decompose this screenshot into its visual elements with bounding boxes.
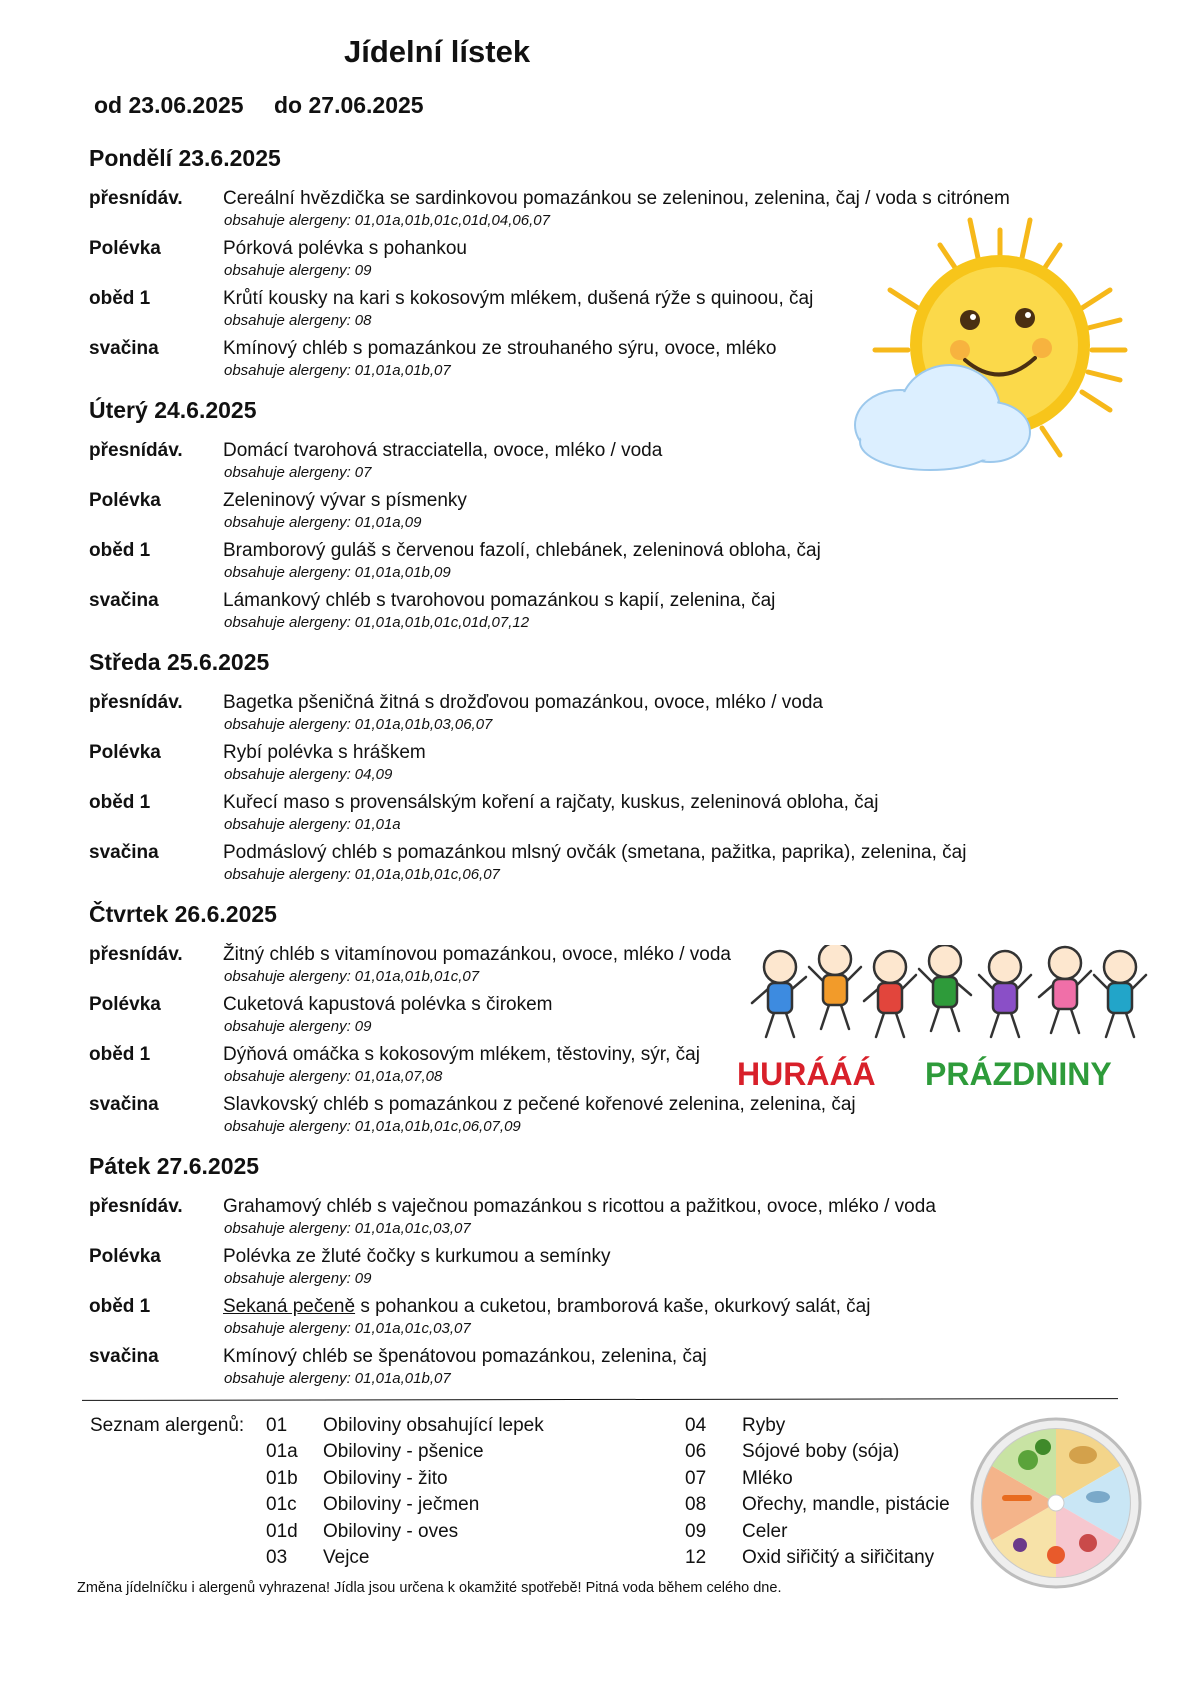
allergen-code: 08	[685, 1494, 707, 1516]
allergen-prefix: obsahuje alergeny:	[224, 362, 351, 379]
allergen-codes: 01,01a,01b,01c,07	[354, 968, 480, 985]
meal-description: Krůtí kousky na kari s kokosovým mlékem, dušená rýže s quinoou, čaj	[223, 288, 814, 309]
meal-allergens	[224, 1018, 371, 1035]
meal-allergens	[224, 1068, 442, 1085]
meal-label: přesnídáv.	[89, 692, 183, 713]
meal-label: Polévka	[89, 490, 161, 511]
meal-description: Grahamový chléb s vaječnou pomazánkou s ricottou a pažitkou, ovoce, mléko / voda	[223, 1196, 936, 1217]
meal-label: přesnídáv.	[89, 1196, 183, 1217]
allergen-name: Sójové boby (sója)	[742, 1441, 900, 1463]
meal-description-rest: s pohankou a cuketou, bramborová kaše, okurkový salát, čaj	[355, 1296, 871, 1317]
allergen-code: 01	[266, 1415, 288, 1436]
allergen-codes: 01,01a,01b,01c,06,07,09	[354, 1118, 521, 1135]
meal-label: oběd 1	[89, 540, 151, 561]
day-heading: Pondělí 23.6.2025	[89, 145, 281, 171]
allergen-name: Obiloviny obsahující lepek	[323, 1415, 544, 1436]
meal-allergens	[224, 212, 550, 229]
allergen-codes: 01,01a,01b,09	[354, 564, 451, 581]
allergen-codes: 01,01a,01c,03,07	[354, 1220, 471, 1237]
meal-label: svačina	[89, 590, 159, 611]
allergen-codes: 09	[354, 1018, 372, 1035]
meal-label: přesnídáv.	[89, 440, 183, 461]
allergen-name: Vejce	[323, 1547, 370, 1568]
meal-allergens	[224, 766, 392, 783]
section-divider	[82, 1398, 1118, 1401]
allergen-name: Mléko	[742, 1467, 793, 1489]
meal-allergens	[224, 564, 451, 581]
meal-description: Podmáslový chléb s pomazánkou mlsný ovčák (smetana, pažitka, paprika), zelenina, čaj	[223, 842, 967, 863]
meal-allergens	[224, 514, 422, 531]
meal-description: Pórková polévka s pohankou	[223, 238, 467, 259]
date-from: od 23.06.2025	[94, 92, 244, 118]
date-to: do 27.06.2025	[274, 92, 424, 118]
allergen-codes: 01,01a	[354, 816, 401, 833]
meal-allergens	[224, 464, 371, 481]
allergen-code: 01c	[266, 1494, 297, 1516]
allergen-codes: 01,01a,09	[354, 514, 422, 531]
allergen-prefix: obsahuje alergeny:	[224, 312, 351, 329]
meal-allergens	[224, 716, 492, 733]
meal-description: Bramborový guláš s červenou fazolí, chlebánek, zeleninová obloha, čaj	[223, 540, 821, 561]
meal-description: Kmínový chléb s pomazánkou ze strouhaného sýru, ovoce, mléko	[223, 338, 777, 359]
allergen-prefix: obsahuje alergeny:	[224, 866, 351, 883]
meal-allergens	[224, 312, 371, 329]
meal-allergens	[224, 1370, 451, 1387]
allergen-codes: 09	[354, 262, 372, 279]
allergen-codes: 04,09	[354, 766, 393, 783]
meal-description: Bagetka pšeničná žitná s drožďovou pomazánkou, ovoce, mléko / voda	[223, 692, 823, 713]
day-heading: Úterý 24.6.2025	[89, 397, 257, 423]
date-range	[94, 92, 424, 119]
allergen-prefix: obsahuje alergeny:	[224, 212, 351, 229]
healthy-food-plate-icon	[968, 1415, 1144, 1591]
allergen-code: 09	[685, 1520, 707, 1542]
allergen-prefix: obsahuje alergeny:	[224, 1118, 351, 1135]
allergen-codes: 01,01a,01b,07	[354, 1370, 451, 1387]
allergen-code: 01b	[266, 1467, 298, 1489]
allergen-prefix: obsahuje alergeny:	[224, 716, 351, 733]
meal-label: Polévka	[89, 1246, 161, 1267]
footnote: Změna jídelníčku i alergenů vyhrazena! Jídla jsou určena k okamžité spotřebě! Pitná voda během celého dne.	[77, 1580, 782, 1596]
allergen-prefix: obsahuje alergeny:	[224, 262, 351, 279]
meal-label: oběd 1	[89, 1296, 151, 1317]
allergen-prefix: obsahuje alergeny:	[224, 1068, 351, 1085]
meal-allergens	[224, 816, 401, 833]
allergen-codes: 07	[354, 464, 372, 481]
allergen-prefix: obsahuje alergeny:	[224, 766, 351, 783]
meal-description: Rybí polévka s hráškem	[223, 742, 426, 763]
day-heading: Pátek 27.6.2025	[89, 1153, 260, 1179]
allergen-name: Ořechy, mandle, pistácie	[742, 1494, 950, 1516]
day-heading: Středa 25.6.2025	[89, 649, 270, 675]
allergen-code: 01d	[266, 1520, 298, 1542]
allergen-code: 01a	[266, 1441, 298, 1463]
meal-allergens	[224, 1320, 471, 1337]
meal-label: svačina	[89, 338, 159, 359]
allergen-prefix: obsahuje alergeny:	[224, 614, 351, 631]
meal-description: Žitný chléb s vitamínovou pomazánkou, ovoce, mléko / voda	[223, 944, 731, 965]
allergen-code: 07	[685, 1467, 707, 1489]
meal-label: přesnídáv.	[89, 944, 183, 965]
meal-allergens	[224, 614, 529, 631]
allergen-name: Obiloviny - pšenice	[323, 1441, 484, 1463]
meal-allergens	[224, 362, 451, 379]
meal-label: svačina	[89, 1346, 159, 1367]
sun-with-cloud-icon	[820, 210, 1150, 480]
allergen-prefix: obsahuje alergeny:	[224, 1018, 351, 1035]
meal-description: Slavkovský chléb s pomazánkou z pečené kořenové zelenina, zelenina, čaj	[223, 1094, 856, 1115]
banner-word-2: PRÁZDNINY	[925, 1056, 1112, 1092]
allergen-name: Obiloviny - ječmen	[323, 1494, 480, 1516]
meal-allergens	[224, 866, 500, 883]
allergen-codes: 01,01a,01b,07	[354, 362, 451, 379]
allergen-code: 12	[685, 1547, 707, 1568]
allergen-prefix: obsahuje alergeny:	[224, 464, 351, 481]
meal-description: Polévka ze žluté čočky s kurkumou a semínky	[223, 1246, 611, 1267]
meal-label: oběd 1	[89, 1044, 151, 1065]
allergen-name: Obiloviny - žito	[323, 1467, 448, 1489]
banner-word-1: HURÁÁÁ	[737, 1056, 876, 1092]
meal-description: Dýňová omáčka s kokosovým mlékem, těstoviny, sýr, čaj	[223, 1044, 700, 1065]
allergen-code: 03	[266, 1547, 288, 1568]
meal-label: Polévka	[89, 742, 161, 763]
allergen-codes: 01,01a,01b,01c,06,07	[354, 866, 500, 883]
meal-description: Domácí tvarohová stracciatella, ovoce, mléko / voda	[223, 440, 663, 461]
meal-label: Polévka	[89, 238, 161, 259]
allergen-codes: 08	[354, 312, 372, 329]
allergen-prefix: obsahuje alergeny:	[224, 1270, 351, 1287]
meal-description: Cuketová kapustová polévka s čirokem	[223, 994, 553, 1015]
allergen-prefix: obsahuje alergeny:	[224, 968, 351, 985]
meal-label: svačina	[89, 1094, 159, 1115]
allergen-prefix: obsahuje alergeny:	[224, 564, 351, 581]
allergen-codes: 01,01a,01b,01c,01d,07,12	[354, 614, 530, 631]
allergen-code: 06	[685, 1441, 707, 1463]
allergen-name: Obiloviny - oves	[323, 1520, 459, 1542]
allergen-name: Ryby	[742, 1415, 786, 1436]
meal-description: Cereální hvězdička se sardinkovou pomazánkou se zeleninou, zelenina, čaj / voda s citrónem	[223, 188, 1010, 209]
allergen-code: 04	[685, 1415, 707, 1436]
meal-allergens	[224, 968, 479, 985]
meal-description	[223, 1296, 870, 1318]
allergen-prefix: obsahuje alergeny:	[224, 1370, 351, 1387]
allergen-prefix: obsahuje alergeny:	[224, 1220, 351, 1237]
allergen-prefix: obsahuje alergeny:	[224, 514, 351, 531]
meal-description: Zeleninový vývar s písmenky	[223, 490, 467, 511]
allergen-prefix: obsahuje alergeny:	[224, 1320, 351, 1337]
allergen-list-heading: Seznam alergenů:	[90, 1415, 245, 1436]
allergen-codes: 09	[354, 1270, 372, 1287]
kids-holiday-banner	[735, 945, 1155, 1095]
allergen-prefix: obsahuje alergeny:	[224, 816, 351, 833]
meal-description: Kmínový chléb se špenátovou pomazánkou, zelenina, čaj	[223, 1346, 707, 1367]
meal-description: Kuřecí maso s provensálským koření a rajčaty, kuskus, zeleninová obloha, čaj	[223, 792, 879, 813]
allergen-codes: 01,01a,01b,01c,01d,04,06,07	[354, 212, 550, 229]
meal-allergens	[224, 262, 371, 279]
allergen-name: Celer	[742, 1520, 788, 1542]
allergen-codes: 01,01a,01b,03,06,07	[354, 716, 493, 733]
page-title: Jídelní lístek	[344, 34, 531, 69]
meal-label: svačina	[89, 842, 159, 863]
allergen-codes: 01,01a,01c,03,07	[354, 1320, 471, 1337]
meal-description-underlined: Sekaná pečeně	[223, 1296, 356, 1317]
meal-allergens	[224, 1118, 521, 1135]
allergen-codes: 01,01a,07,08	[354, 1068, 443, 1085]
meal-label: Polévka	[89, 994, 161, 1015]
meal-allergens	[224, 1270, 371, 1287]
meal-label: oběd 1	[89, 288, 151, 309]
meal-description: Lámankový chléb s tvarohovou pomazánkou s kapií, zelenina, čaj	[223, 590, 776, 611]
meal-allergens	[224, 1220, 471, 1237]
meal-label: přesnídáv.	[89, 188, 183, 209]
day-heading: Čtvrtek 26.6.2025	[89, 901, 277, 927]
allergen-name: Oxid siřičitý a siřičitany	[742, 1547, 935, 1568]
meal-label: oběd 1	[89, 792, 151, 813]
